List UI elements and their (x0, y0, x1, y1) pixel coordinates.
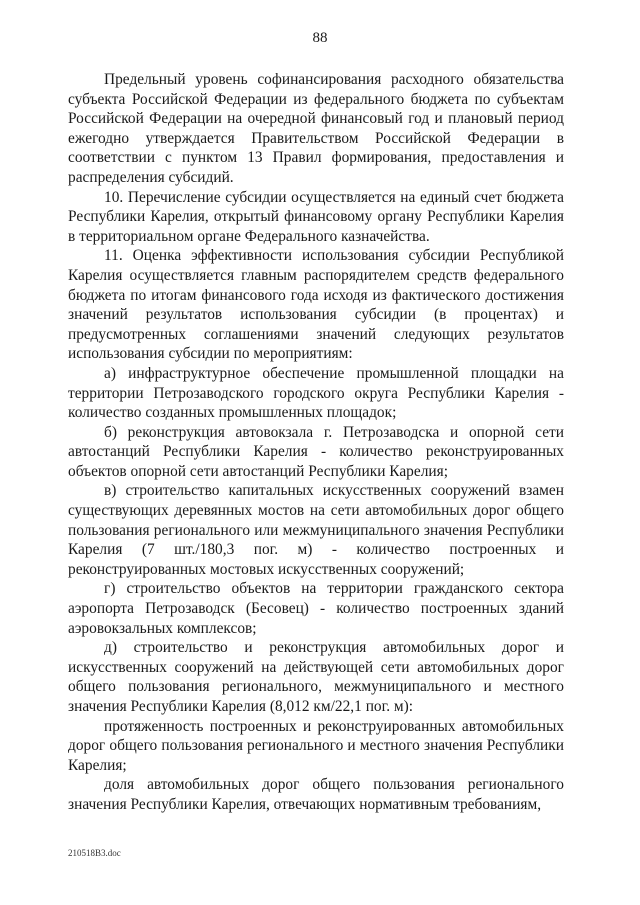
page-number: 88 (312, 30, 328, 46)
paragraph-item-v: в) строительство капитальных искусственных сооружений взамен существующих деревянных мостов на сети автомобильных дорог общего пользования регионального или межмуниципального значения Республики Карелия (7 шт./180,3 пог. м) - количество построенных и реконструированных мостовых искусственных сооружений; (68, 482, 564, 578)
paragraph-item-a: а) инфраструктурное обеспечение промышленной площадки на территории Петрозаводского городского округа Республики Карелия - количество созданных промышленных площадок; (68, 364, 564, 422)
paragraph-cofinancing: Предельный уровень софинансирования расходного обязательства субъекта Российской Федерации из федерального бюджета по субъектам Российской Федерации на очередной финансовый год и плановый период ежегодно утверждается Правительством Российской Федерации в соответствии с пунктом 13 Правил формирования, предоставления и распределения субсидий. (68, 71, 564, 186)
document-body (68, 70, 564, 815)
paragraph-item-b: б) реконструкция автовокзала г. Петрозаводска и опорной сети автостанций Республики Карелия - количество реконструированных объектов опорной сети автостанций Республики Карелия; (68, 423, 564, 480)
paragraph-item-g: г) строительство объектов на территории гражданского сектора аэропорта Петрозаводск (Бесовец) - количество построенных зданий аэровокзальных комплексов; (68, 580, 564, 637)
paragraph-10: 10. Перечисление субсидии осуществляется на единый счет бюджета Республики Карелия, открытый финансовому органу Республики Карелия в территориальном органе Федерального казначейства. (68, 188, 564, 245)
paragraph-length-indicator: протяженность построенных и реконструированных автомобильных дорог общего пользования регионального и местного значения Республики Карелия; (68, 717, 564, 774)
paragraph-share-indicator: доля автомобильных дорог общего пользования регионального значения Республики Карелия, отвечающих нормативным требованиям, (68, 776, 564, 813)
paragraph-11: 11. Оценка эффективности использования субсидии Республикой Карелия осуществляется главным распорядителем средств федерального бюджета по итогам финансового года исходя из фактического достижения значений результатов использования субсидии (в процентах) и предусмотренных соглашениями значений следующих результатов использования субсидии по мероприятиям: (68, 247, 564, 363)
paragraph-item-d: д) строительство и реконструкция автомобильных дорог и искусственных сооружений на действующей сети автомобильных дорог общего пользования регионального, межмуниципального и местного значения Республики Карелия (8,012 км/22,1 пог. м): (68, 639, 564, 715)
file-footer: 210518В3.doc (68, 848, 121, 858)
